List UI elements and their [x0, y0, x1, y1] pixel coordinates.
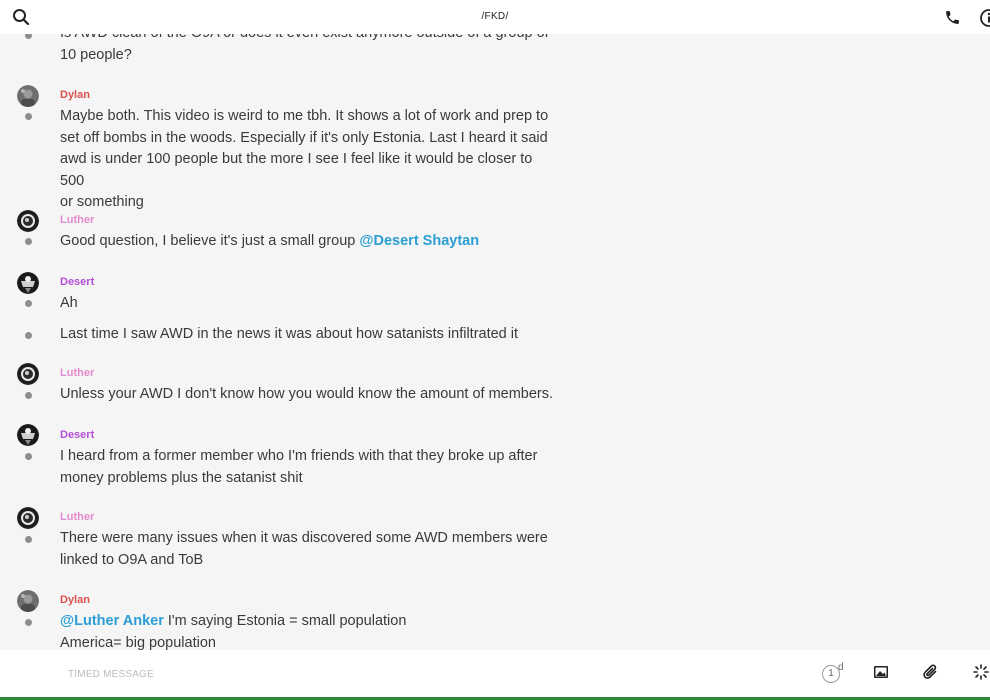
- avatar[interactable]: [17, 85, 39, 107]
- avatar[interactable]: [17, 272, 39, 294]
- info-icon[interactable]: [979, 8, 990, 28]
- avatar[interactable]: [17, 363, 39, 385]
- message-text: I heard from a former member who I'm friends with that they broke up after money problems plus the satanist shit: [60, 448, 538, 486]
- message-text: Ah: [60, 295, 78, 311]
- message-text: Good question, I believe it's just a small group @Desert Shaytan: [60, 233, 480, 249]
- message-author[interactable]: Dylan: [60, 89, 90, 101]
- message-bullet: [25, 453, 32, 460]
- timer-value: 1: [828, 668, 834, 679]
- user-mention[interactable]: @Luther Anker: [60, 613, 164, 629]
- avatar[interactable]: [17, 424, 39, 446]
- composer-bar: [0, 650, 990, 700]
- message-text: There were many issues when it was discovered some AWD members were linked to O9A and ToB: [60, 530, 548, 568]
- paperclip-icon[interactable]: [923, 664, 939, 687]
- message-input[interactable]: TIMED MESSAGE: [68, 669, 154, 680]
- message-text: Maybe both. This video is weird to me tbh. It shows a lot of work and prep to set off bombs in the woods. Especially if it's only Estonia. Last I heard it said awd is under 100 people but the more I see I feel like it would be closer to 500 or something: [60, 108, 549, 210]
- user-mention[interactable]: @Desert Shaytan: [359, 233, 480, 249]
- message-author[interactable]: Dylan: [60, 594, 90, 606]
- message-bullet: [25, 536, 32, 543]
- message-text: Unless your AWD I don't know how you would know the amount of members.: [60, 386, 554, 402]
- phone-icon[interactable]: [944, 9, 961, 26]
- spinner-icon[interactable]: [973, 664, 989, 685]
- timer-unit: d: [838, 662, 844, 673]
- image-icon[interactable]: [873, 664, 889, 685]
- message-author[interactable]: Desert: [60, 429, 95, 441]
- message-text: Last time I saw AWD in the news it was about how satanists infiltrated it: [60, 326, 519, 342]
- message-text: @Luther Anker I'm saying Estonia = small population America= big population: [60, 613, 407, 650]
- message-text: 10 people?: [60, 46, 132, 63]
- avatar[interactable]: [17, 210, 39, 232]
- message-bullet: [25, 392, 32, 399]
- chat-title[interactable]: /FKD/: [481, 11, 509, 22]
- chat-header: [0, 0, 990, 34]
- message-bullet: [25, 113, 32, 120]
- message-author[interactable]: Desert: [60, 276, 95, 288]
- message-bullet: [25, 619, 32, 626]
- message-bullet: [25, 300, 32, 307]
- avatar[interactable]: [17, 590, 39, 612]
- message-bullet: [25, 332, 32, 339]
- message-author[interactable]: Luther: [60, 214, 95, 226]
- message-author[interactable]: Luther: [60, 511, 95, 523]
- message-author[interactable]: Luther: [60, 367, 95, 379]
- message-bullet: [25, 238, 32, 245]
- avatar[interactable]: [17, 507, 39, 529]
